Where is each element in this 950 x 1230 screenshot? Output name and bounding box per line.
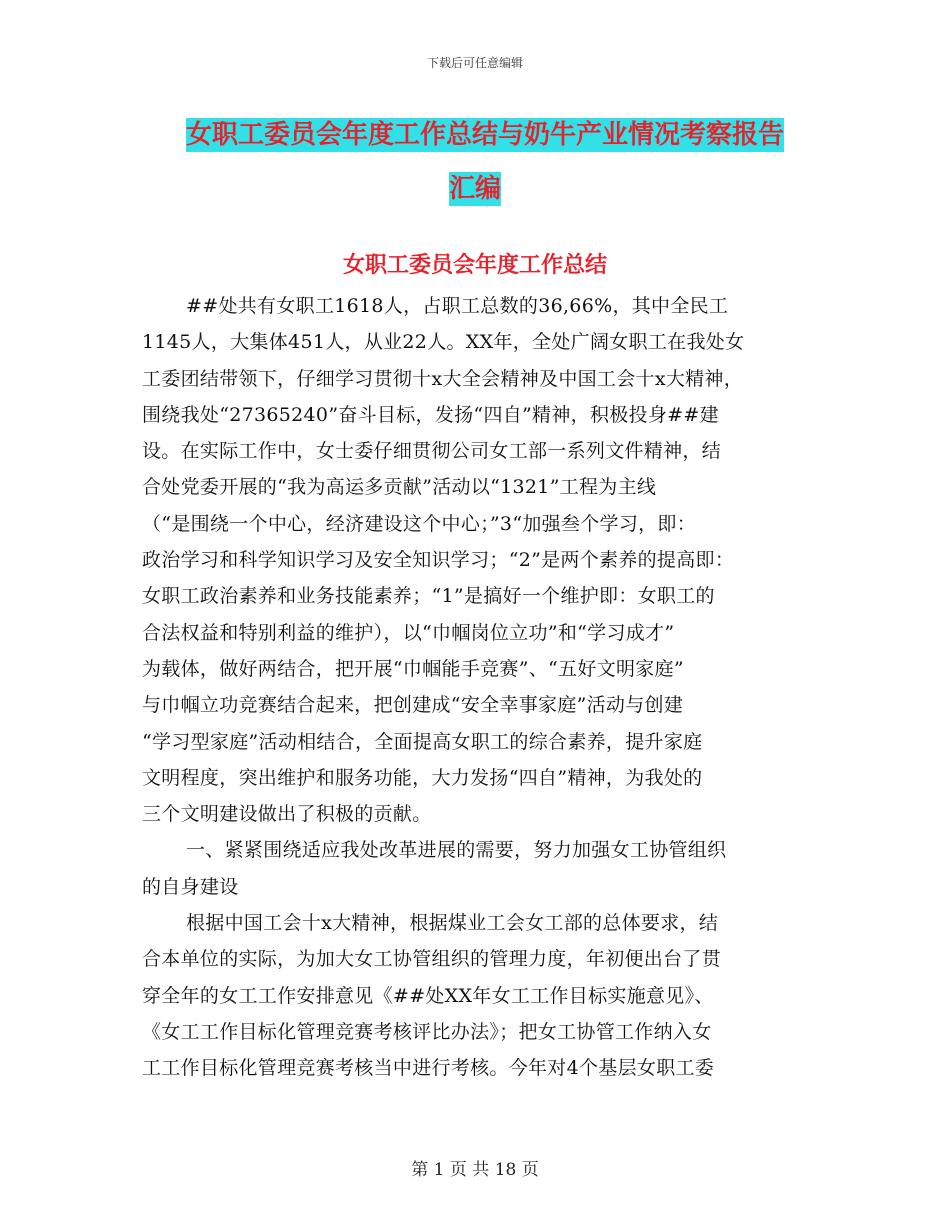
paragraph-line: 为载体，做好两结合，把开展“巾帼能手竞赛”、“五好文明家庭”	[142, 657, 684, 680]
paragraph-line: “学习型家庭”活动相结合，全面提高女职工的综合素养，提升家庭	[142, 730, 703, 753]
paragraph-line: 设。在实际工作中，女士委仔细贯彻公司女工部一系列文件精神，结	[142, 440, 722, 463]
paragraph-line: 合处党委开展的“我为高运多贡献”活动以“1321”工程为主线	[142, 476, 657, 499]
paragraph-line: 与巾帼立功竞赛结合起来，把创建成“安全幸事家庭”活动与创建	[142, 694, 684, 717]
section-heading-line: 一、紧紧围绕适应我处改革进展的需要，努力加强女工协管组织	[186, 839, 727, 862]
paragraph-line: 《女工工作目标化管理竞赛考核评比办法》；把女工协管工作纳入女	[142, 1020, 712, 1043]
paragraph-line: 1145人，大集体451人，从业22人。XX年，全处广阔女职工在我处女	[142, 331, 745, 354]
paragraph-line: 工工作目标化管理竞赛考核当中进行考核。今年对4个基层女职工委	[142, 1057, 715, 1080]
body-text	[142, 288, 822, 1087]
paragraph-line: 政治学习和科学知识学习及安全知识学习；“2”是两个素养的提高即：	[142, 549, 735, 572]
paragraph-line: ##处共有女职工1618人，占职工总数的36,66%，其中全民工	[186, 295, 729, 317]
header-note: 下载后可任意编辑	[426, 56, 523, 70]
paragraph-line: 工委团结带领下，仔细学习贯彻十x大全会精神及中国工会十x大精神，	[142, 367, 744, 390]
paragraph-line: 文明程度，突出维护和服务功能，大力发扬“四自”精神，为我处的	[142, 766, 703, 789]
paragraph-line: 围绕我处“27365240”奋斗目标，发扬“四自”精神，积极投身##建	[142, 403, 719, 426]
paragraph-line: 三个文明建设做出了积极的贡献。	[142, 803, 432, 826]
section-title: 女职工委员会年度工作总结	[342, 252, 607, 278]
paragraph-line: 合法权益和特别利益的维护），以“巾帼岗位立功”和“学习成才”	[142, 621, 675, 644]
paragraph-line: 根据中国工会十x大精神，根据煤业工会女工部的总体要求，结	[186, 912, 719, 935]
paragraph-line: 合本单位的实际，为加大女工协管组织的管理力度，年初便出台了贯	[142, 948, 722, 971]
main-title	[0, 108, 950, 216]
main-title-line-2: 汇编	[448, 174, 501, 204]
paragraph-line: （“是围绕一个中心，经济建设这个中心；”3“加强叁个学习，即：	[142, 512, 697, 535]
section-heading-line: 的自身建设	[142, 875, 239, 898]
page-footer: 第 1 页 共 18 页	[411, 1160, 539, 1180]
main-title-line-1: 女职工委员会年度工作总结与奶牛产业情况考察报告	[185, 120, 784, 150]
paragraph-line: 女职工政治素养和业务技能素养；“1”是搞好一个维护即：女职工的	[142, 585, 715, 608]
paragraph-line: 穿全年的女工工作安排意见《##处XX年女工工作目标实施意见》、	[142, 984, 714, 1007]
